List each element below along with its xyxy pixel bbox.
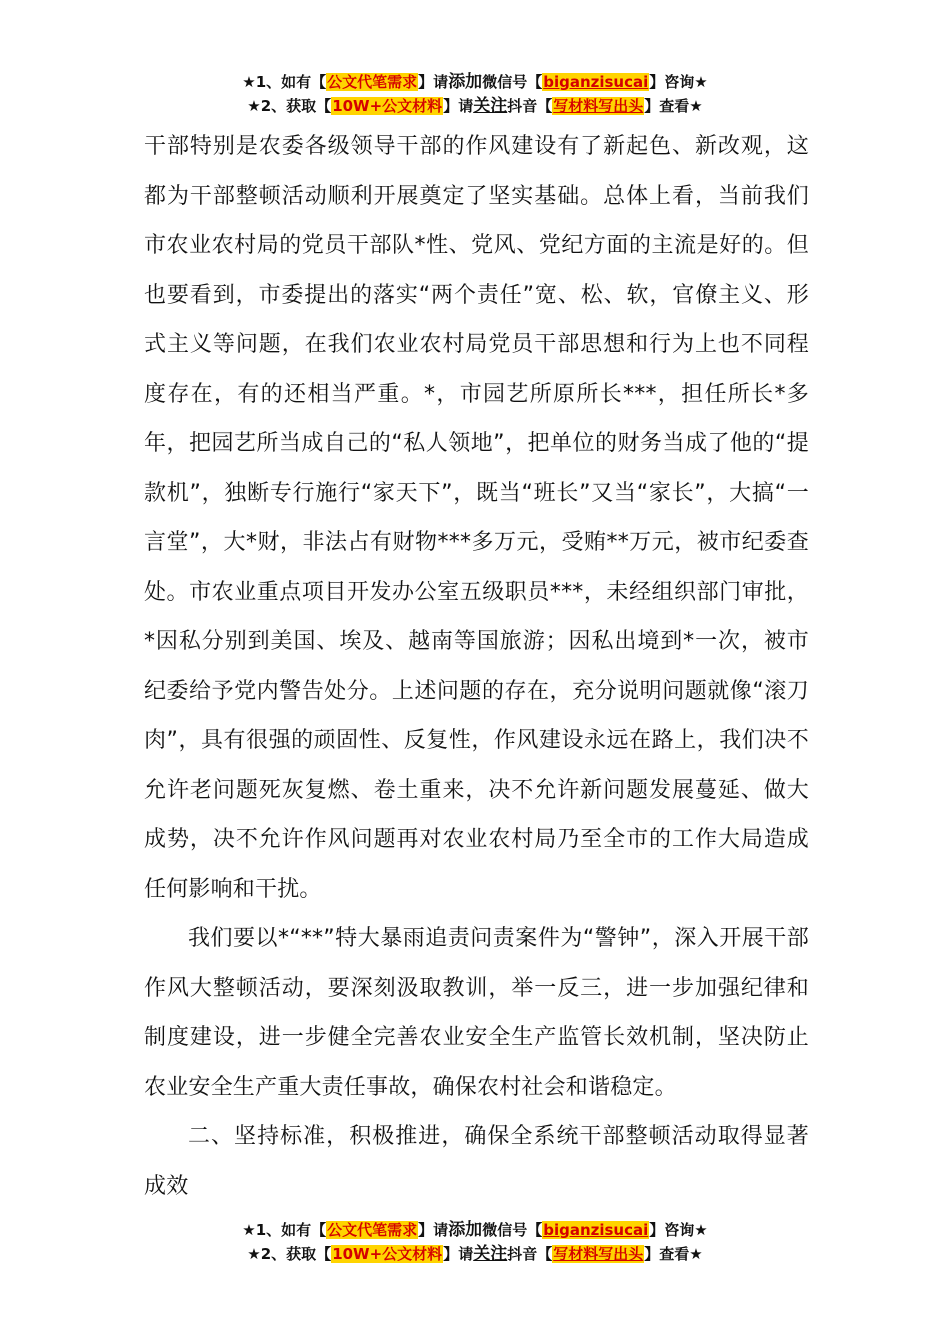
banner-emphasis: 关注 <box>473 1244 508 1264</box>
banner-text: 】咨询★ <box>649 1221 708 1239</box>
highlight-service: 公文代笔需求 <box>327 73 418 91</box>
banner-text: 】查看★ <box>644 1245 703 1263</box>
highlight-douyin: 写材料写出头 <box>553 1245 644 1263</box>
banner-line-1 <box>0 1218 950 1242</box>
banner-text: 】查看★ <box>644 97 703 115</box>
highlight-wechat-id: biganzisucai <box>543 73 649 91</box>
banner-text: 】请 <box>443 1245 474 1263</box>
highlight-materials: 10W+公文材料 <box>332 1245 443 1263</box>
banner-line-2 <box>0 94 950 118</box>
banner-emphasis: 添加 <box>448 1220 483 1240</box>
document-body <box>144 122 809 1211</box>
banner-text: 】咨询★ <box>649 73 708 91</box>
highlight-douyin: 写材料写出头 <box>553 97 644 115</box>
banner-text: 】请 <box>443 97 474 115</box>
paragraph-2: 我们要以*“**”特大暴雨追责问责案件为“警钟”，深入开展干部作风大整顿活动，要深刻汲取教训，举一反三，进一步加强纪律和制度建设，进一步健全完善农业安全生产监管长效机制，坚决防止农业安全生产重大责任事故，确保农村社会和谐稳定。 <box>144 926 809 1100</box>
banner-text: 微信号【 <box>482 73 543 91</box>
paragraph-1: 干部特别是农委各级领导干部的作风建设有了新起色、新改观，这都为干部整顿活动顺利开展奠定了坚实基础。总体上看，当前我们市农业农村局的党员干部队*性、党风、党纪方面的主流是好的。但也要看到，市委提出的落实“两个责任”宽、松、软，官僚主义、形式主义等问题，在我们农业农村局党员干部思想和行为上也不同程度存在，有的还相当严重。*，市园艺所原所长***，担任所长*多年，把园艺所当成自己的“私人领地”，把单位的财务当成了他的“提款机”，独断专行施行“家天下”，既当“班长”又当“家长”，大搞“一言堂”，大*财，非法占有财物***多万元，受贿**万元，被市纪委查处。市农业重点项目开发办公室五级职员***，未经组织部门审批，*因私分别到美国、埃及、越南等国旅游；因私出境到*一次，被市纪委给予党内警告处分。上述问题的存在，充分说明问题就像“滚刀肉”，具有很强的顽固性、反复性，作风建设永远在路上，我们决不允许老问题死灰复燃、卷土重来，决不允许新问题发展蔓延、做大成势，决不允许作风问题再对农业农村局乃至全市的工作大局造成任何影响和干扰。 <box>144 134 809 902</box>
banner-line-1 <box>0 70 950 94</box>
banner-text: 】请 <box>418 1221 449 1239</box>
footer-banner <box>0 1218 950 1266</box>
banner-text: 微信号【 <box>482 1221 543 1239</box>
header-banner <box>0 70 950 118</box>
banner-text: ★1、如有【 <box>242 73 327 91</box>
banner-text: ★2、获取【 <box>247 97 332 115</box>
banner-line-2 <box>0 1242 950 1266</box>
banner-text: ★2、获取【 <box>247 1245 332 1263</box>
banner-text: ★1、如有【 <box>242 1221 327 1239</box>
banner-text: 抖音【 <box>507 97 553 115</box>
highlight-materials: 10W+公文材料 <box>332 97 443 115</box>
highlight-wechat-id: biganzisucai <box>543 1221 649 1239</box>
banner-text: 抖音【 <box>507 1245 553 1263</box>
banner-emphasis: 添加 <box>448 72 483 92</box>
banner-emphasis: 关注 <box>473 96 508 116</box>
highlight-service: 公文代笔需求 <box>327 1221 418 1239</box>
section-heading: 二、坚持标准，积极推进，确保全系统干部整顿活动取得显著成效 <box>144 1124 809 1199</box>
banner-text: 】请 <box>418 73 449 91</box>
